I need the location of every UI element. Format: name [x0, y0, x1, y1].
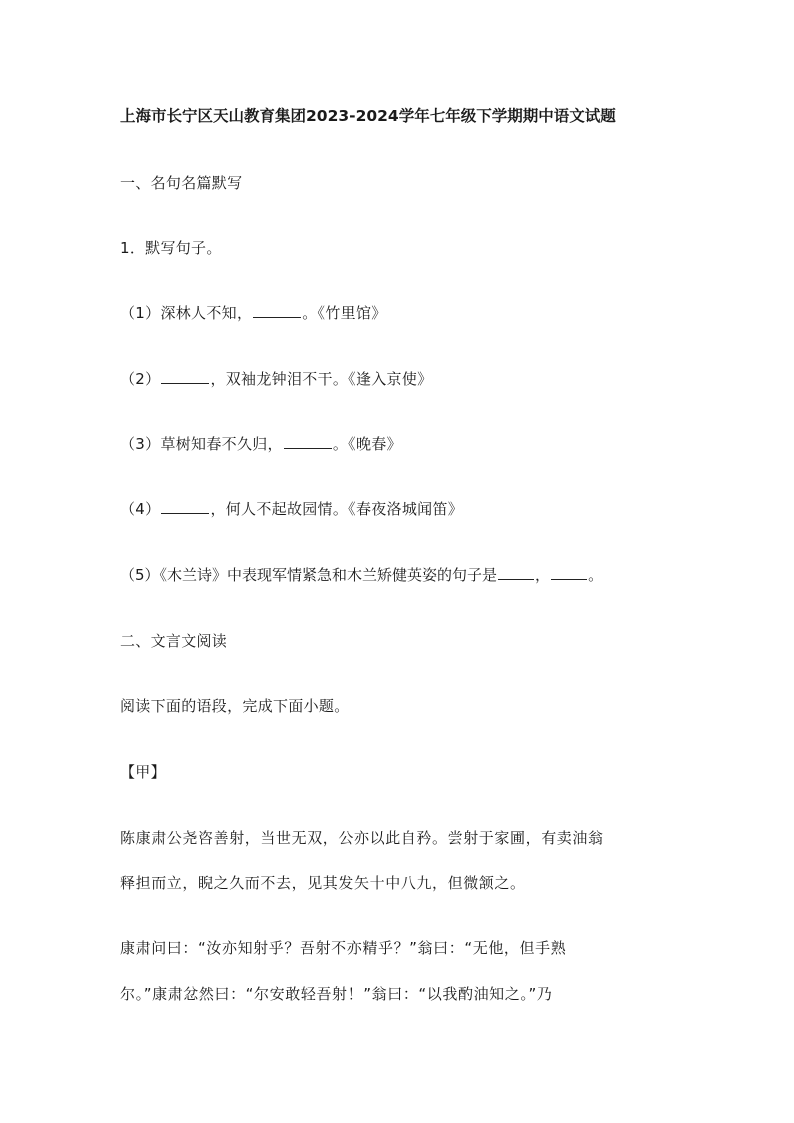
answer-blank[interactable]	[551, 565, 587, 580]
paragraph-2-line-1: 康肃问曰：“汝亦知射乎？吾射不亦精乎？”翁曰：“无他，但手熟	[120, 939, 567, 957]
answer-blank[interactable]	[161, 369, 209, 384]
item-prefix: （2）	[120, 370, 161, 388]
paragraph-1-line-2: 释担而立，睨之久而不去，见其发矢十中八九，但微颔之。	[120, 874, 526, 892]
paragraph-2-line-2: 尔。”康肃忿然曰：“尔安敢轻吾射！”翁曰：“以我酌油知之。”乃	[120, 985, 553, 1003]
item-prefix: （3）草树知春不久归，	[120, 435, 283, 453]
item-prefix: （4）	[120, 500, 161, 518]
section-heading-dictation: 一、名句名篇默写	[120, 174, 243, 192]
answer-blank[interactable]	[253, 303, 301, 318]
question-item-1	[120, 303, 680, 323]
reading-instruction: 阅读下面的语段，完成下面小题。	[120, 697, 350, 715]
item-mid: ，	[535, 566, 551, 584]
paragraph-1-line-1: 陈康肃公尧咨善射，当世无双，公亦以此自矜。尝射于家圃，有卖油翁	[120, 829, 604, 847]
item-prefix: （1）深林人不知，	[120, 304, 253, 322]
item-suffix: ，双袖龙钟泪不干。《逢入京使》	[210, 370, 433, 388]
document-title: 上海市长宁区天山教育集团2023-2024学年七年级下学期期中语文试题	[120, 107, 616, 125]
item-suffix: 。《晚春》	[332, 435, 402, 453]
question-1: 1．默写句子。	[120, 239, 222, 257]
item-suffix: 。《竹里馆》	[302, 304, 387, 322]
question-item-3	[120, 434, 680, 454]
passage-label: 【甲】	[120, 763, 166, 781]
answer-blank[interactable]	[161, 499, 209, 514]
item-prefix: （5）《木兰诗》中表现军情紧急和木兰矫健英姿的句子是	[120, 566, 498, 584]
item-suffix: 。	[588, 566, 604, 584]
answer-blank[interactable]	[498, 565, 534, 580]
question-item-2	[120, 369, 680, 389]
question-item-4	[120, 499, 680, 519]
answer-blank[interactable]	[284, 434, 332, 449]
question-item-5	[120, 565, 680, 585]
section-heading-classical-reading: 二、文言文阅读	[120, 632, 228, 650]
item-suffix: ，何人不起故园情。《春夜洛城闻笛》	[210, 500, 464, 518]
